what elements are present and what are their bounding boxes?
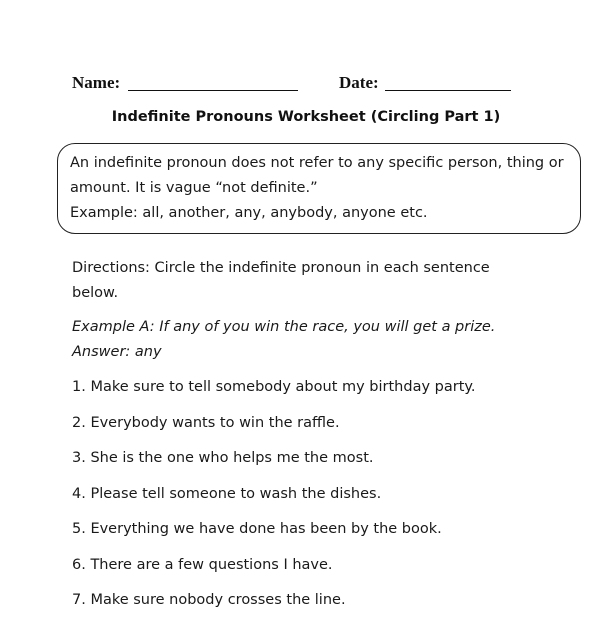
directions [72,256,490,306]
name-label: Name: [72,73,121,92]
question-item: 7. Make sure nobody crosses the line. [72,592,346,608]
directions-line: Directions: Circle the indefinite pronoun in each sentence [72,260,490,276]
question-item: 1. Make sure to tell somebody about my birthday party. [72,379,476,395]
date-field[interactable] [385,90,511,91]
example-block [72,315,495,365]
example-answer: Answer: any [72,344,162,360]
date-label: Date: [339,73,379,92]
question-item: 2. Everybody wants to win the raffle. [72,414,340,431]
worksheet-title: Indefinite Pronouns Worksheet (Circling Part 1) [111,109,501,125]
directions-line: below. [72,285,119,301]
question-item: 5. Everything we have done has been by the book. [72,521,442,537]
question-item: 3. She is the one who helps me the most. [72,450,374,466]
definition-box [57,143,581,234]
question-item: 4. Please tell someone to wash the dishes. [72,485,382,502]
question-item: 6. There are a few questions I have. [72,556,333,573]
definition-line: An indefinite pronoun does not refer to any specific person, thing or [70,155,564,171]
definition-line: amount. It is vague “not definite.” [70,180,318,196]
example-sentence: Example A: If any of you win the race, you will get a prize. [72,319,496,335]
name-field[interactable] [128,90,298,91]
question-list [72,375,476,624]
definition-example-line: Example: all, another, any, anybody, anyone etc. [70,205,428,221]
